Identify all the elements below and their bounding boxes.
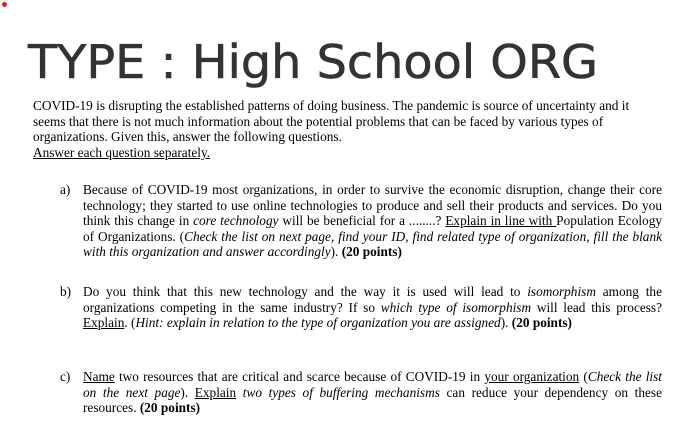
question-text: Do you think that this new technology and the way it is used will lead to [83,284,528,299]
question-emphasis: which type of isomorphism [380,299,532,315]
question-underlined: Explain [83,315,125,331]
question-text: will be beneficial for a ........? [278,213,446,229]
question-text: can reduce your dependency on these resources. [83,384,662,416]
question-a [60,182,662,260]
question-hint: Hint: explain in relation to the type of organization you are assigned [135,315,501,331]
question-underlined: your organization [484,369,580,384]
question-text: Because of COVID-19 most organizations, in order to survive the economic disruption, change their core technology; they started to use online technologies to produce and sell their products and services. Do you think this change in [83,182,662,229]
question-points: (20 points) [139,400,201,416]
handwritten-title [0,26,685,92]
question-label: a) [60,182,71,197]
question-underlined: Explain in line with [445,213,557,229]
question-body [83,369,662,416]
question-hint: Check the list on the next page [83,369,662,400]
question-text: Population Ecology of Organizations. ( [83,213,663,244]
question-underlined: Name [83,369,115,384]
question-hint: Check the list on next page, find your ID, find related type of organization, fill the blank with this organization and answer accordingly [83,228,662,260]
question-c [60,369,662,416]
question-text: two resources that are critical and scarce because of COVID-19 in [114,369,485,384]
question-body [83,182,662,260]
question-text: . ( [124,315,136,331]
intro-paragraph: COVID-19 is disrupting the established patterns of doing business. The pandemic is source of uncertainty and it seems that there is not much information about the potential problems that can be faced by various types of organizations. Given this, answer the following questions. [33,98,630,145]
question-text: ). [180,384,195,400]
question-b [60,284,662,331]
question-text: among the organizations competing in the same industry? If so [83,284,662,315]
question-text: ). [500,315,512,331]
intro-block [33,98,661,160]
question-emphasis: core technology [193,213,279,229]
question-emphasis: two types of buffering mechanisms [236,384,440,400]
title-text: TYPE : High School ORG [26,35,599,89]
question-points: (20 points) [341,244,402,260]
red-marker-dot [2,2,7,7]
question-text: ). [330,244,342,260]
question-body [83,284,662,331]
question-text: ( [579,369,588,384]
intro-instruction: Answer each question separately. [33,144,211,160]
question-underlined: Explain [194,384,237,400]
question-text: will lead this process? [531,299,662,315]
question-label: b) [60,284,72,299]
question-label: c) [60,369,71,384]
question-emphasis: isomorphism [527,284,596,299]
question-points: (20 points) [511,315,572,331]
